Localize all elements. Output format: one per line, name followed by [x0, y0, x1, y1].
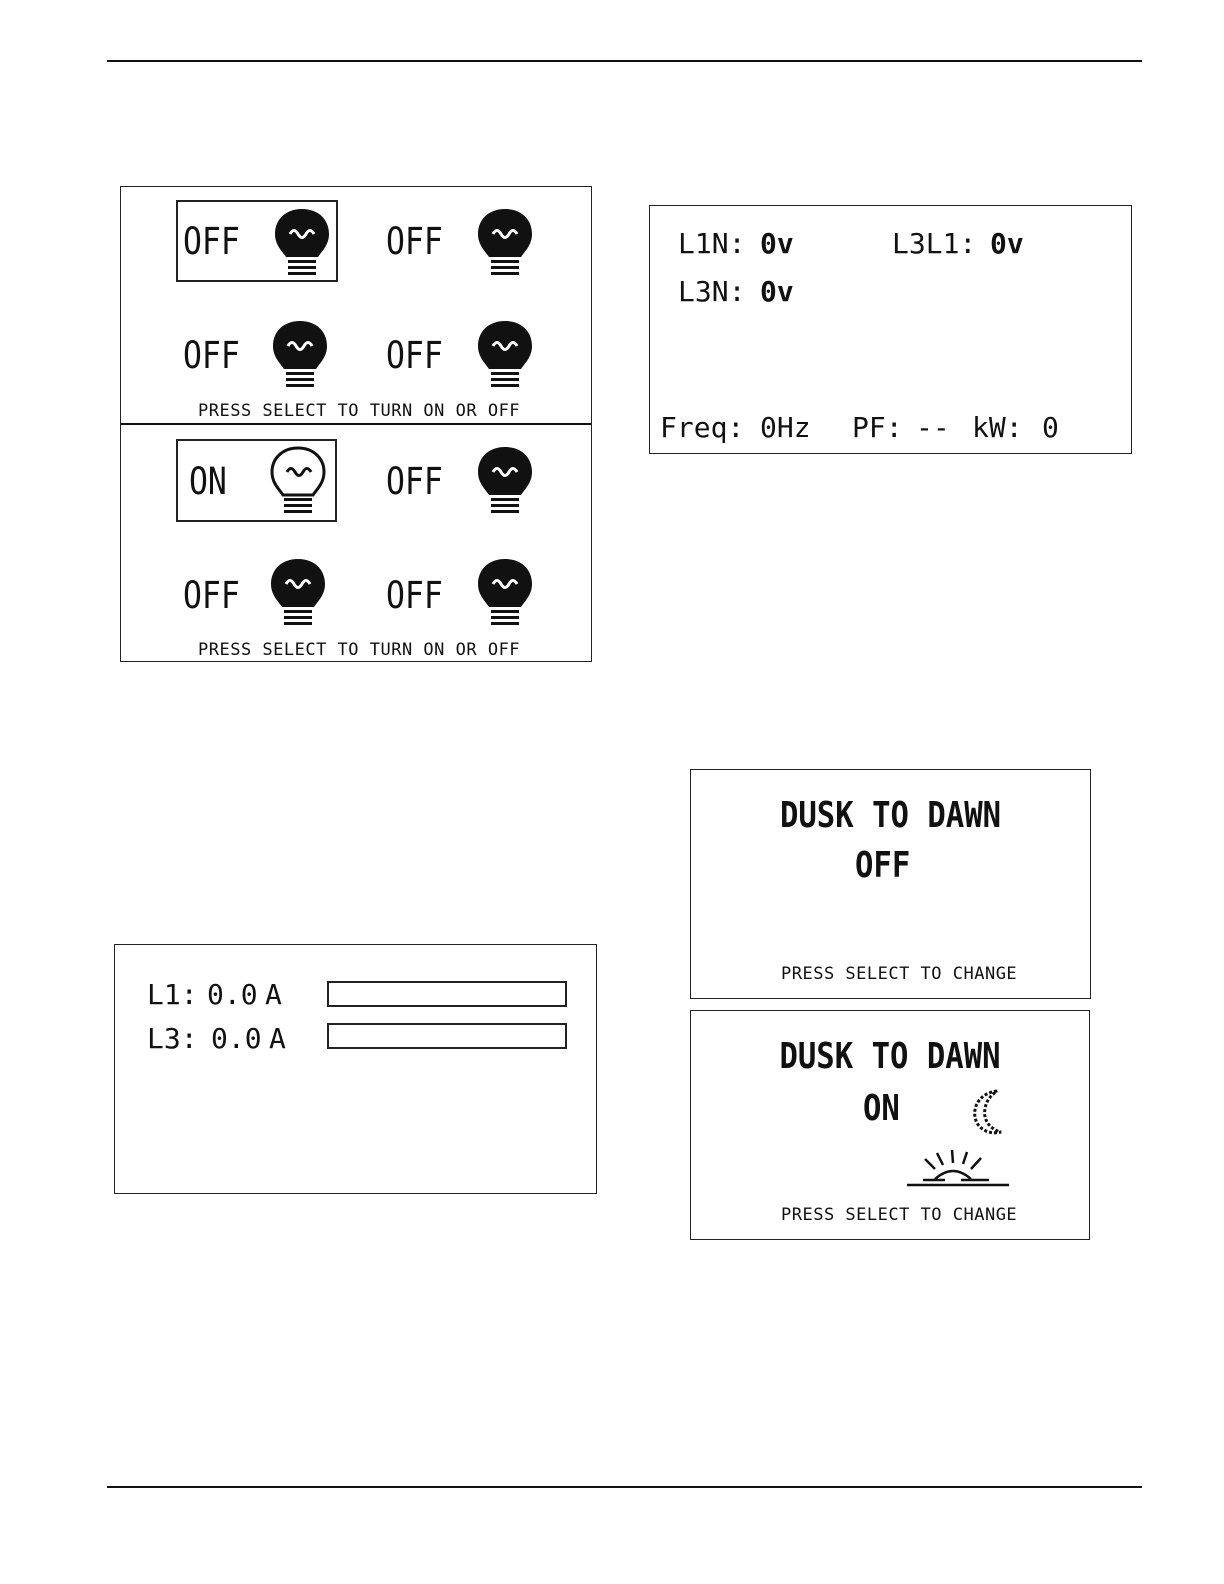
- bulb-off-icon[interactable]: [273, 207, 331, 279]
- moon-icon: [967, 1087, 1017, 1137]
- current-panel: [114, 944, 597, 1194]
- l1n-value: 0v: [760, 227, 794, 260]
- bulb-off-icon[interactable]: [271, 319, 329, 391]
- dusk-instruction: PRESS SELECT TO CHANGE: [781, 964, 1018, 984]
- l3-value: 0.0: [211, 1022, 262, 1055]
- pf-value: --: [916, 411, 950, 444]
- light-2-state: OFF: [386, 220, 443, 263]
- kw-label: kW:: [972, 411, 1023, 444]
- light-3-state: OFF: [183, 334, 240, 377]
- light-1-state: OFF: [183, 220, 240, 263]
- lights-panel: [120, 186, 592, 662]
- l3-label: L3:: [147, 1022, 198, 1055]
- l1-value: 0.0: [207, 978, 258, 1011]
- dusk-title: DUSK TO DAWN: [779, 1036, 1001, 1077]
- bulb-off-icon[interactable]: [476, 445, 534, 517]
- top-rule: [107, 60, 1142, 62]
- light-2-state: OFF: [386, 460, 443, 503]
- bulb-on-icon[interactable]: [269, 445, 327, 517]
- l3-current-meter: [327, 1023, 567, 1049]
- screen-divider: [121, 423, 591, 425]
- lights-instruction-1: PRESS SELECT TO TURN ON OR OFF: [198, 401, 521, 421]
- l1-label: L1:: [147, 978, 198, 1011]
- l3l1-label: L3L1:: [892, 227, 977, 260]
- sunrise-icon: [905, 1149, 1011, 1191]
- pf-label: PF:: [852, 411, 903, 444]
- dusk-title: DUSK TO DAWN: [779, 795, 1002, 836]
- kw-value: 0: [1042, 411, 1059, 444]
- l3n-value: 0v: [760, 275, 794, 308]
- freq-label: Freq:: [660, 411, 745, 444]
- dusk-status: ON: [863, 1088, 900, 1129]
- lights-instruction-2: PRESS SELECT TO TURN ON OR OFF: [198, 640, 521, 660]
- dusk-instruction: PRESS SELECT TO CHANGE: [781, 1205, 1018, 1225]
- bulb-off-icon[interactable]: [476, 319, 534, 391]
- l3-unit: A: [269, 1022, 286, 1055]
- light-4-state: OFF: [386, 334, 443, 377]
- l3l1-value: 0v: [990, 227, 1024, 260]
- dusk-on-panel: [690, 1010, 1090, 1240]
- l1-current-meter: [327, 981, 567, 1007]
- bulb-off-icon[interactable]: [476, 557, 534, 629]
- freq-value: 0Hz: [760, 411, 811, 444]
- bulb-off-icon[interactable]: [476, 207, 534, 279]
- l1n-label: L1N:: [678, 227, 746, 260]
- light-3-state: OFF: [183, 574, 240, 617]
- dusk-off-panel: [690, 769, 1091, 999]
- dusk-status: OFF: [855, 845, 911, 886]
- l3n-label: L3N:: [678, 275, 746, 308]
- light-4-state: OFF: [386, 574, 443, 617]
- bulb-off-icon[interactable]: [269, 557, 327, 629]
- light-1-state: ON: [189, 460, 227, 503]
- voltage-panel: [649, 205, 1132, 454]
- l1-unit: A: [265, 978, 282, 1011]
- bottom-rule: [107, 1486, 1142, 1488]
